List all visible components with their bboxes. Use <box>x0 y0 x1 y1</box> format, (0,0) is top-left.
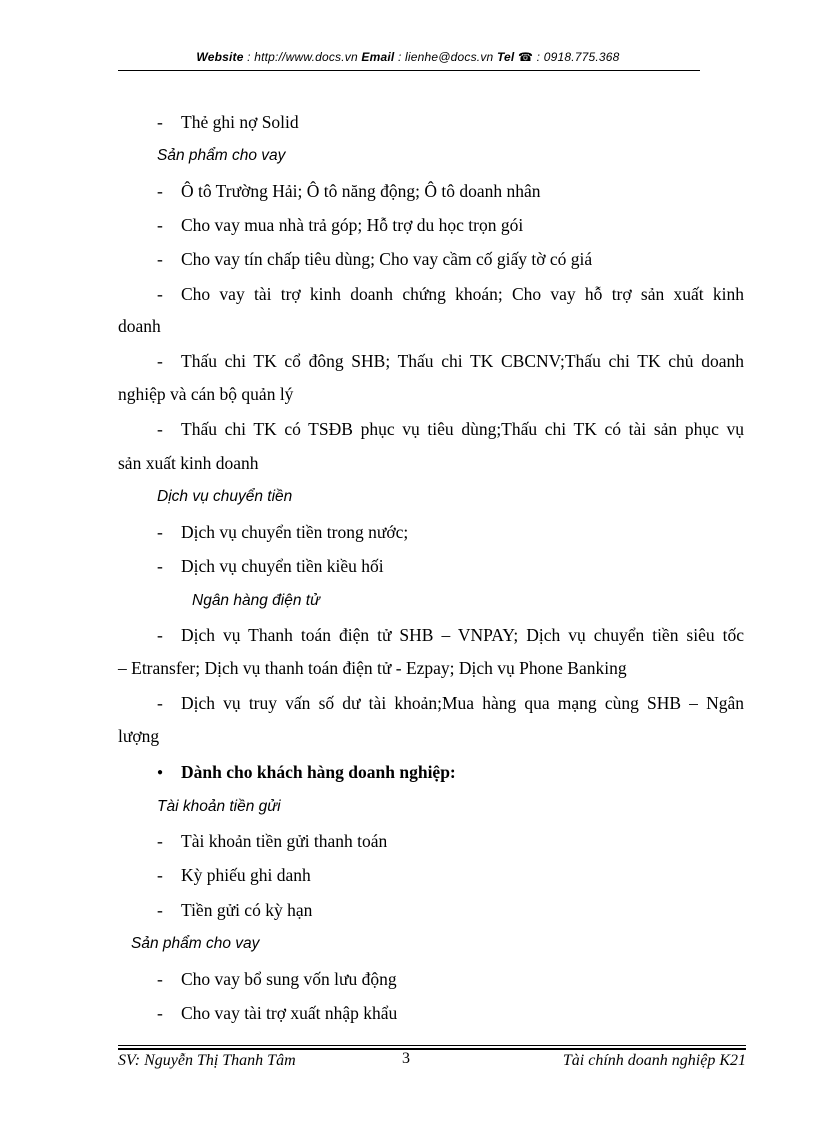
website-label: Website <box>196 50 244 64</box>
dash-marker: - <box>157 625 163 645</box>
page-number: 3 <box>402 1050 410 1067</box>
list-item-text: Thấu chi TK cổ đông SHB; Thấu chi TK CBCNV;Thấu chi TK chủ doanh <box>181 351 744 371</box>
list-item-text: Tiền gửi có kỳ hạn <box>181 900 313 920</box>
dash-marker: - <box>157 969 163 989</box>
list-item <box>157 283 744 305</box>
website-value: : http://www.docs.vn <box>243 50 362 64</box>
list-item <box>157 830 387 852</box>
footer-author: SV: Nguyễn Thị Thanh Tâm <box>118 1052 296 1069</box>
dash-marker: - <box>157 284 163 304</box>
bullet-heading-text: Dành cho khách hàng doanh nghiệp: <box>181 762 456 782</box>
list-item-continuation: lượng <box>118 726 160 746</box>
dash-marker: - <box>157 556 163 576</box>
dash-marker: - <box>157 1003 163 1023</box>
list-item-text: Dịch vụ chuyển tiền kiều hối <box>181 556 384 576</box>
tel-label: Tel <box>496 50 515 64</box>
list-item-text: Cho vay tài trợ kinh doanh chứng khoán; Cho vay hỗ trợ sản xuất kinh <box>181 284 744 304</box>
dash-marker: - <box>157 419 163 439</box>
dash-marker: - <box>157 249 163 269</box>
list-item <box>157 248 592 270</box>
dash-marker: - <box>157 181 163 201</box>
list-item-text: Cho vay bổ sung vốn lưu động <box>181 969 397 989</box>
list-item <box>157 624 744 646</box>
list-item-text: Dịch vụ truy vấn số dư tài khoản;Mua hàng qua mạng cùng SHB – Ngân <box>181 693 744 713</box>
list-item <box>157 968 397 990</box>
section-heading: Sản phẩm cho vay <box>157 147 286 164</box>
list-item-text: Thấu chi TK có TSĐB phục vụ tiêu dùng;Thấu chi TK có tài sản phục vụ <box>181 419 744 439</box>
list-item <box>157 111 299 133</box>
list-item-text: Dịch vụ chuyển tiền trong nước; <box>181 522 409 542</box>
email-label: Email <box>361 50 395 64</box>
dash-marker: - <box>157 522 163 542</box>
list-item-text: Dịch vụ Thanh toán điện tử SHB – VNPAY; Dịch vụ chuyển tiền siêu tốc <box>181 625 744 645</box>
dash-marker: - <box>157 351 163 371</box>
section-heading: Ngân hàng điện tử <box>192 592 320 609</box>
list-item <box>157 1002 397 1024</box>
email-value: : lienhe@docs.vn <box>394 50 497 64</box>
list-item-text: Thẻ ghi nợ Solid <box>181 112 299 132</box>
phone-icon: ☎ <box>517 50 534 64</box>
footer-divider-thin <box>118 1045 746 1046</box>
section-heading: Tài khoản tiền gửi <box>157 798 281 815</box>
dash-marker: - <box>157 693 163 713</box>
dash-marker: - <box>157 900 163 920</box>
footer-divider-thick <box>118 1048 746 1050</box>
list-item <box>157 418 744 440</box>
list-item-continuation: nghiệp và cán bộ quản lý <box>118 384 294 404</box>
list-item <box>157 214 523 236</box>
bullet-dot-icon: ● <box>157 767 164 778</box>
list-item-text: Ô tô Trường Hải; Ô tô năng động; Ô tô doanh nhân <box>181 181 541 201</box>
list-item-text: Kỳ phiếu ghi danh <box>181 865 311 885</box>
list-item <box>157 521 408 543</box>
list-item <box>157 864 311 886</box>
section-heading: Dịch vụ chuyển tiền <box>157 488 293 505</box>
list-item-text: Cho vay tín chấp tiêu dùng; Cho vay cầm cố giấy tờ có giá <box>181 249 593 269</box>
list-item-text: Cho vay tài trợ xuất nhập khẩu <box>181 1003 398 1023</box>
dash-marker: - <box>157 215 163 235</box>
list-item <box>157 180 541 202</box>
list-item <box>157 692 744 714</box>
list-item-text: Cho vay mua nhà trả góp; Hỗ trợ du học trọn gói <box>181 215 524 235</box>
tel-value: : 0918.775.368 <box>533 50 620 64</box>
list-item-continuation: sản xuất kinh doanh <box>118 453 259 473</box>
list-item-text: Tài khoản tiền gửi thanh toán <box>181 831 388 851</box>
list-item <box>157 350 744 372</box>
list-item <box>157 899 312 921</box>
section-heading: Sản phẩm cho vay <box>131 935 260 952</box>
bullet-heading <box>157 761 456 784</box>
footer-course: Tài chính doanh nghiệp K21 <box>562 1052 746 1069</box>
dash-marker: - <box>157 831 163 851</box>
list-item-continuation: doanh <box>118 316 161 336</box>
list-item <box>157 555 384 577</box>
dash-marker: - <box>157 865 163 885</box>
list-item-continuation: – Etransfer; Dịch vụ thanh toán điện tử - Ezpay; Dịch vụ Phone Banking <box>118 658 627 678</box>
page-header <box>118 50 698 64</box>
dash-marker: - <box>157 112 163 132</box>
header-divider <box>118 70 700 71</box>
